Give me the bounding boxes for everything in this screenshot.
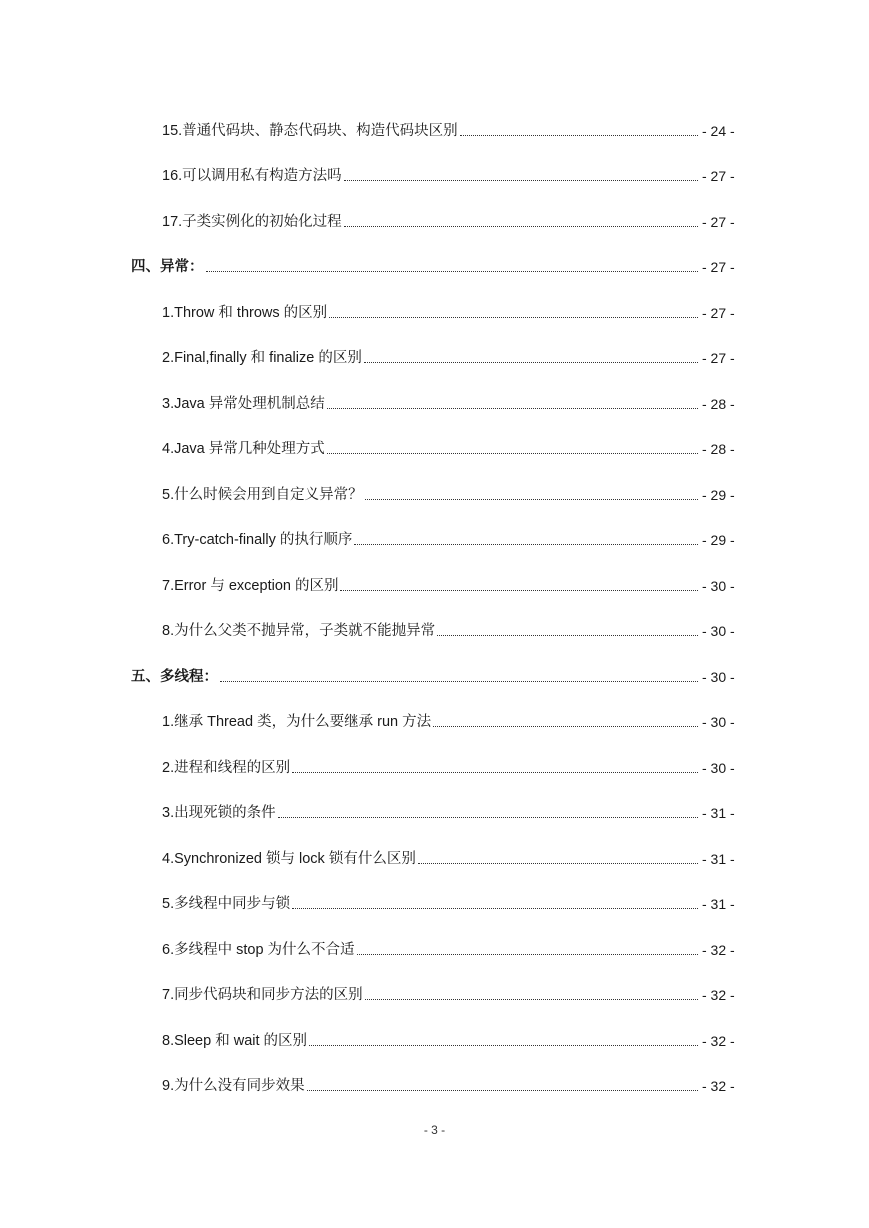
toc-entry-title: 16.可以调用私有构造方法吗: [162, 168, 342, 184]
toc-entry[interactable]: [0, 754, 869, 778]
toc-entry[interactable]: [0, 435, 869, 459]
dot-leader: [460, 135, 698, 136]
toc-entry-title: 6.Try-catch-finally 的执行顺序: [162, 532, 353, 548]
toc-entry-page: - 27 -: [702, 305, 735, 321]
toc-section-entry[interactable]: [0, 663, 869, 687]
dot-leader: [292, 772, 698, 773]
toc-entry-page: - 30 -: [702, 623, 735, 639]
toc-entry-page: - 28 -: [702, 396, 735, 412]
toc-entry-title: 8.为什么父类不抛异常，子类就不能抛异常: [162, 623, 436, 639]
toc-entry-page: - 31 -: [702, 805, 735, 821]
toc-entry-page: - 31 -: [702, 896, 735, 912]
toc-entry[interactable]: [0, 481, 869, 505]
toc-entry-page: - 27 -: [702, 214, 735, 230]
page-number-footer: - 3 -: [423, 1123, 446, 1137]
toc-entry-title: 3.Java 异常处理机制总结: [162, 396, 325, 412]
toc-entry[interactable]: [0, 162, 869, 186]
toc-entry[interactable]: [0, 344, 869, 368]
toc-entry[interactable]: [0, 981, 869, 1005]
toc-entry-title: 8.Sleep 和 wait 的区别: [162, 1033, 308, 1049]
dot-leader: [329, 317, 698, 318]
dot-leader: [365, 999, 698, 1000]
toc-entry-page: - 28 -: [702, 441, 735, 457]
toc-entry[interactable]: [0, 526, 869, 550]
dot-leader: [309, 1045, 698, 1046]
toc-entry-title: 3.出现死锁的条件: [162, 805, 276, 821]
toc-section-entry[interactable]: [0, 253, 869, 277]
toc-entry-page: - 30 -: [702, 714, 735, 730]
toc-entry-title: 7.Error 与 exception 的区别: [162, 578, 339, 594]
toc-entry-page: - 24 -: [702, 123, 735, 139]
toc-entry-title: 5.什么时候会用到自定义异常？: [162, 487, 363, 503]
dot-leader: [364, 362, 698, 363]
toc-entry-title: 五、多线程：: [131, 669, 218, 685]
toc-entry-page: - 32 -: [702, 942, 735, 958]
dot-leader: [292, 908, 698, 909]
toc-entry-page: - 31 -: [702, 851, 735, 867]
toc-entry[interactable]: [0, 617, 869, 641]
toc-entry-title: 2.进程和线程的区别: [162, 760, 291, 776]
toc-entry-title: 15.普通代码块、静态代码块、构造代码块区别: [162, 123, 458, 139]
dot-leader: [220, 681, 698, 682]
toc-entry-title: 7.同步代码块和同步方法的区别: [162, 987, 363, 1003]
toc-entry-page: - 30 -: [702, 760, 735, 776]
toc-entry-title: 17.子类实例化的初始化过程: [162, 214, 342, 230]
toc-entry-title: 5.多线程中同步与锁: [162, 896, 291, 912]
toc-entry-page: - 32 -: [702, 1033, 735, 1049]
dot-leader: [340, 590, 698, 591]
dot-leader: [278, 817, 698, 818]
toc-entry[interactable]: [0, 1072, 869, 1096]
toc-entry-title: 6.多线程中 stop 为什么不合适: [162, 942, 355, 958]
toc-entry-title: 4.Java 异常几种处理方式: [162, 441, 325, 457]
toc-entry[interactable]: [0, 117, 869, 141]
toc-entry[interactable]: [0, 936, 869, 960]
toc-entry-page: - 27 -: [702, 168, 735, 184]
toc-entry-page: - 29 -: [702, 487, 735, 503]
dot-leader: [206, 271, 699, 272]
toc-entry[interactable]: [0, 572, 869, 596]
dot-leader: [437, 635, 698, 636]
dot-leader: [307, 1090, 698, 1091]
toc-entry-title: 9.为什么没有同步效果: [162, 1078, 305, 1094]
toc-entry[interactable]: [0, 299, 869, 323]
dot-leader: [327, 408, 698, 409]
toc-entry-page: - 29 -: [702, 532, 735, 548]
dot-leader: [433, 726, 698, 727]
toc-entry-title: 2.Final,finally 和 finalize 的区别: [162, 350, 362, 366]
toc-entry[interactable]: [0, 390, 869, 414]
toc-entry-title: 4.Synchronized 锁与 lock 锁有什么区别: [162, 851, 416, 867]
toc-entry[interactable]: [0, 1027, 869, 1051]
toc-entry-page: - 30 -: [702, 578, 735, 594]
toc-entry[interactable]: [0, 890, 869, 914]
toc-entry-page: - 32 -: [702, 1078, 735, 1094]
toc-entry-title: 四、异常：: [131, 259, 204, 275]
dot-leader: [344, 226, 698, 227]
dot-leader: [327, 453, 698, 454]
toc-entry[interactable]: [0, 208, 869, 232]
toc-entry-page: - 27 -: [702, 350, 735, 366]
dot-leader: [354, 544, 698, 545]
toc-entry-page: - 30 -: [702, 669, 735, 685]
dot-leader: [357, 954, 698, 955]
toc-entry[interactable]: [0, 708, 869, 732]
toc-entry-page: - 32 -: [702, 987, 735, 1003]
toc-entry-page: - 27 -: [702, 259, 735, 275]
toc-entry[interactable]: [0, 845, 869, 869]
toc-entry[interactable]: [0, 799, 869, 823]
toc-entry-title: 1.Throw 和 throws 的区别: [162, 305, 328, 321]
dot-leader: [418, 863, 698, 864]
dot-leader: [365, 499, 698, 500]
dot-leader: [344, 180, 698, 181]
toc-entry-title: 1.继承 Thread 类，为什么要继承 run 方法: [162, 714, 432, 730]
